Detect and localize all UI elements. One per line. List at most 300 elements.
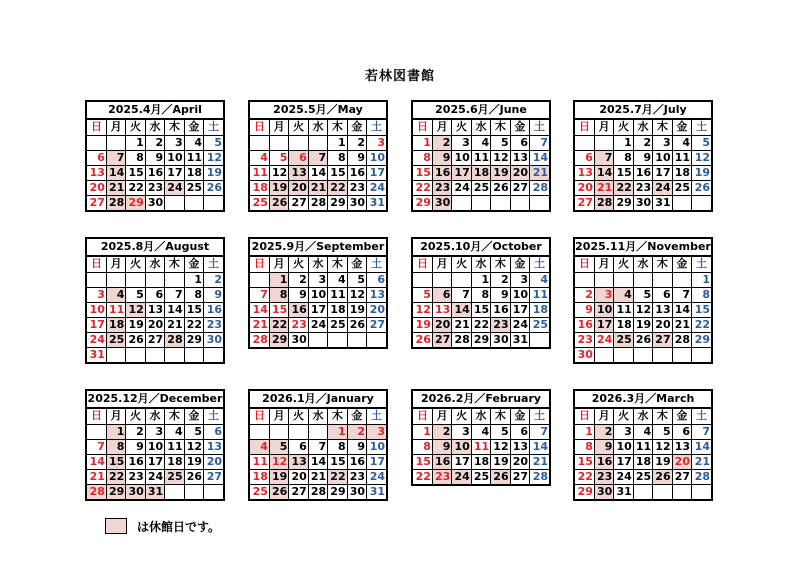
empty-cell <box>672 195 691 210</box>
day-cell: 22 <box>126 180 145 195</box>
day-cell: 6 <box>653 287 672 302</box>
day-cell: 8 <box>328 439 347 454</box>
day-cell: 28 <box>594 195 613 210</box>
empty-cell <box>530 332 549 347</box>
day-cell: 4 <box>250 150 269 165</box>
day-cell: 28 <box>530 469 549 484</box>
day-cell: 4 <box>328 272 347 287</box>
day-cell: 19 <box>126 317 145 332</box>
weekday-header: 火 <box>614 257 633 272</box>
day-cell: 20 <box>145 317 164 332</box>
day-cell: 23 <box>432 180 451 195</box>
month-title: 2025.5月／May <box>250 102 386 120</box>
day-cell: 7 <box>672 287 691 302</box>
day-cell: 1 <box>126 135 145 150</box>
day-cell: 14 <box>308 165 327 180</box>
day-cell: 22 <box>575 469 594 484</box>
day-cell: 10 <box>367 439 386 454</box>
day-cell: 20 <box>510 165 529 180</box>
day-cell: 2 <box>289 272 308 287</box>
month-calendar <box>85 237 225 364</box>
month-table <box>575 120 711 210</box>
day-cell: 21 <box>165 317 184 332</box>
day-cell: 9 <box>347 150 366 165</box>
day-cell: 6 <box>87 150 106 165</box>
day-cell: 9 <box>432 439 451 454</box>
weekday-header: 金 <box>672 120 691 135</box>
weekday-header: 火 <box>289 409 308 424</box>
day-cell: 6 <box>204 424 223 439</box>
day-cell: 21 <box>250 317 269 332</box>
day-cell: 18 <box>250 180 269 195</box>
weekday-header: 木 <box>491 257 510 272</box>
day-cell: 26 <box>413 332 432 347</box>
empty-cell <box>126 347 145 362</box>
day-cell: 3 <box>452 135 471 150</box>
day-cell: 8 <box>106 439 125 454</box>
day-cell: 19 <box>491 454 510 469</box>
day-cell: 15 <box>575 454 594 469</box>
day-cell: 16 <box>432 454 451 469</box>
day-cell: 29 <box>692 332 711 347</box>
day-cell: 5 <box>269 150 288 165</box>
empty-cell <box>308 424 327 439</box>
weekday-header: 火 <box>126 409 145 424</box>
weekday-header: 金 <box>347 409 366 424</box>
empty-cell <box>289 135 308 150</box>
day-cell: 21 <box>692 454 711 469</box>
day-cell: 5 <box>347 272 366 287</box>
day-cell: 12 <box>491 439 510 454</box>
day-cell: 1 <box>106 424 125 439</box>
month-title: 2025.7月／July <box>575 102 711 120</box>
day-cell: 17 <box>367 165 386 180</box>
empty-cell <box>87 424 106 439</box>
weekday-header: 日 <box>87 120 106 135</box>
day-cell: 19 <box>184 454 203 469</box>
day-cell: 25 <box>250 195 269 210</box>
day-cell: 24 <box>367 469 386 484</box>
day-cell: 9 <box>289 287 308 302</box>
empty-cell <box>204 195 223 210</box>
day-cell: 29 <box>614 195 633 210</box>
day-cell: 27 <box>653 332 672 347</box>
day-cell: 6 <box>367 272 386 287</box>
day-cell: 18 <box>328 302 347 317</box>
weekday-header: 木 <box>491 120 510 135</box>
day-cell: 2 <box>432 424 451 439</box>
day-cell: 25 <box>106 332 125 347</box>
day-cell: 16 <box>633 165 652 180</box>
day-cell: 24 <box>87 332 106 347</box>
day-cell: 24 <box>452 180 471 195</box>
day-cell: 24 <box>367 180 386 195</box>
weekday-header: 土 <box>530 409 549 424</box>
day-cell: 12 <box>491 150 510 165</box>
day-cell: 23 <box>126 469 145 484</box>
day-cell: 7 <box>106 150 125 165</box>
weekday-header: 土 <box>204 120 223 135</box>
month-title: 2025.10月／October <box>413 239 549 257</box>
day-cell: 1 <box>575 424 594 439</box>
day-cell: 14 <box>530 150 549 165</box>
day-cell: 26 <box>269 195 288 210</box>
empty-cell <box>250 424 269 439</box>
weekday-header: 土 <box>204 409 223 424</box>
month-title: 2025.9月／September <box>250 239 386 257</box>
month-table <box>250 257 386 347</box>
month-title: 2025.6月／June <box>413 102 549 120</box>
day-cell: 21 <box>452 317 471 332</box>
empty-cell <box>672 484 691 499</box>
day-cell: 20 <box>289 469 308 484</box>
day-cell: 19 <box>204 165 223 180</box>
day-cell: 11 <box>471 150 490 165</box>
day-cell: 22 <box>184 317 203 332</box>
empty-cell <box>692 484 711 499</box>
day-cell: 24 <box>614 469 633 484</box>
empty-cell <box>672 272 691 287</box>
day-cell: 5 <box>204 135 223 150</box>
day-cell: 21 <box>530 454 549 469</box>
day-cell: 8 <box>126 150 145 165</box>
day-cell: 1 <box>471 272 490 287</box>
day-cell: 21 <box>594 180 613 195</box>
day-cell: 9 <box>204 287 223 302</box>
day-cell: 17 <box>308 302 327 317</box>
day-cell: 19 <box>269 469 288 484</box>
day-cell: 24 <box>594 332 613 347</box>
empty-cell <box>328 332 347 347</box>
weekday-header: 木 <box>165 257 184 272</box>
month-table <box>575 409 711 499</box>
day-cell: 9 <box>145 150 164 165</box>
empty-cell <box>575 135 594 150</box>
day-cell: 14 <box>106 165 125 180</box>
weekday-header: 火 <box>614 409 633 424</box>
day-cell: 7 <box>165 287 184 302</box>
weekday-header: 木 <box>165 120 184 135</box>
day-cell: 6 <box>289 439 308 454</box>
day-cell: 30 <box>633 195 652 210</box>
month-title: 2025.4月／April <box>87 102 223 120</box>
day-cell: 5 <box>491 135 510 150</box>
empty-cell <box>471 195 490 210</box>
day-cell: 14 <box>452 302 471 317</box>
weekday-header: 金 <box>184 120 203 135</box>
day-cell: 8 <box>413 150 432 165</box>
empty-cell <box>106 347 125 362</box>
day-cell: 15 <box>328 454 347 469</box>
weekday-header: 日 <box>250 257 269 272</box>
day-cell: 22 <box>106 469 125 484</box>
day-cell: 11 <box>633 439 652 454</box>
day-cell: 29 <box>184 332 203 347</box>
day-cell: 20 <box>87 180 106 195</box>
weekday-header: 金 <box>510 120 529 135</box>
day-cell: 2 <box>347 424 366 439</box>
day-cell: 27 <box>510 469 529 484</box>
empty-cell <box>594 135 613 150</box>
weekday-header: 木 <box>653 120 672 135</box>
day-cell: 15 <box>471 302 490 317</box>
day-cell: 10 <box>308 287 327 302</box>
day-cell: 18 <box>471 454 490 469</box>
day-cell: 27 <box>672 469 691 484</box>
month-calendar <box>85 389 225 501</box>
day-cell: 9 <box>347 439 366 454</box>
empty-cell <box>653 347 672 362</box>
day-cell: 1 <box>328 135 347 150</box>
empty-cell <box>184 347 203 362</box>
month-title: 2025.8月／August <box>87 239 223 257</box>
weekday-header: 土 <box>530 120 549 135</box>
day-cell: 1 <box>269 272 288 287</box>
day-cell: 8 <box>328 150 347 165</box>
day-cell: 30 <box>289 332 308 347</box>
day-cell: 12 <box>413 302 432 317</box>
day-cell: 25 <box>250 484 269 499</box>
weekday-header: 木 <box>653 257 672 272</box>
day-cell: 23 <box>204 317 223 332</box>
weekday-header: 水 <box>633 409 652 424</box>
day-cell: 15 <box>269 302 288 317</box>
day-cell: 7 <box>87 439 106 454</box>
day-cell: 8 <box>184 287 203 302</box>
day-cell: 17 <box>145 454 164 469</box>
day-cell: 18 <box>165 454 184 469</box>
day-cell: 15 <box>106 454 125 469</box>
day-cell: 3 <box>87 287 106 302</box>
weekday-header: 金 <box>184 409 203 424</box>
day-cell: 16 <box>347 165 366 180</box>
empty-cell <box>575 272 594 287</box>
day-cell: 16 <box>126 454 145 469</box>
day-cell: 30 <box>491 332 510 347</box>
empty-cell <box>347 332 366 347</box>
month-title: 2025.12月／December <box>87 391 223 409</box>
day-cell: 1 <box>413 135 432 150</box>
month-calendar <box>85 100 225 212</box>
day-cell: 13 <box>672 439 691 454</box>
day-cell: 26 <box>633 332 652 347</box>
day-cell: 19 <box>491 165 510 180</box>
day-cell: 11 <box>530 287 549 302</box>
day-cell: 28 <box>87 484 106 499</box>
day-cell: 30 <box>126 484 145 499</box>
empty-cell <box>308 135 327 150</box>
day-cell: 1 <box>614 135 633 150</box>
weekday-header: 日 <box>575 120 594 135</box>
day-cell: 9 <box>432 150 451 165</box>
day-cell: 11 <box>471 439 490 454</box>
day-cell: 17 <box>452 165 471 180</box>
empty-cell <box>308 332 327 347</box>
day-cell: 22 <box>692 317 711 332</box>
day-cell: 19 <box>347 302 366 317</box>
empty-cell <box>491 195 510 210</box>
day-cell: 4 <box>633 424 652 439</box>
day-cell: 26 <box>491 180 510 195</box>
day-cell: 2 <box>145 135 164 150</box>
day-cell: 23 <box>432 469 451 484</box>
weekday-header: 月 <box>432 409 451 424</box>
weekday-header: 土 <box>692 120 711 135</box>
day-cell: 26 <box>184 469 203 484</box>
day-cell: 20 <box>204 454 223 469</box>
weekday-header: 木 <box>491 409 510 424</box>
day-cell: 11 <box>165 439 184 454</box>
day-cell: 13 <box>87 165 106 180</box>
day-cell: 5 <box>491 424 510 439</box>
day-cell: 19 <box>413 317 432 332</box>
day-cell: 31 <box>367 484 386 499</box>
day-cell: 30 <box>347 484 366 499</box>
weekday-header: 金 <box>510 257 529 272</box>
day-cell: 2 <box>432 135 451 150</box>
day-cell: 9 <box>594 439 613 454</box>
weekday-header: 日 <box>87 257 106 272</box>
weekday-header: 水 <box>633 257 652 272</box>
day-cell: 7 <box>308 150 327 165</box>
weekday-header: 水 <box>308 257 327 272</box>
day-cell: 17 <box>87 317 106 332</box>
weekday-header: 金 <box>347 120 366 135</box>
day-cell: 31 <box>145 484 164 499</box>
empty-cell <box>289 424 308 439</box>
empty-cell <box>87 272 106 287</box>
day-cell: 14 <box>308 454 327 469</box>
weekday-header: 金 <box>672 257 691 272</box>
day-cell: 14 <box>165 302 184 317</box>
empty-cell <box>452 195 471 210</box>
day-cell: 8 <box>269 287 288 302</box>
month-table <box>575 257 711 362</box>
day-cell: 16 <box>491 302 510 317</box>
day-cell: 20 <box>510 454 529 469</box>
day-cell: 30 <box>432 195 451 210</box>
legend <box>105 517 220 535</box>
day-cell: 14 <box>87 454 106 469</box>
day-cell: 29 <box>328 484 347 499</box>
empty-cell <box>594 347 613 362</box>
weekday-header: 日 <box>250 409 269 424</box>
day-cell: 28 <box>692 469 711 484</box>
day-cell: 2 <box>594 424 613 439</box>
day-cell: 3 <box>510 272 529 287</box>
day-cell: 30 <box>575 347 594 362</box>
day-cell: 21 <box>308 469 327 484</box>
weekday-header: 金 <box>347 257 366 272</box>
month-calendar <box>411 100 551 212</box>
day-cell: 25 <box>471 469 490 484</box>
day-cell: 12 <box>692 150 711 165</box>
empty-cell <box>633 484 652 499</box>
empty-cell <box>250 135 269 150</box>
month-title: 2026.1月／January <box>250 391 386 409</box>
weekday-header: 月 <box>594 409 613 424</box>
day-cell: 12 <box>204 150 223 165</box>
day-cell: 5 <box>126 287 145 302</box>
empty-cell <box>633 347 652 362</box>
day-cell: 15 <box>328 165 347 180</box>
day-cell: 16 <box>594 454 613 469</box>
closed-day-swatch <box>105 518 127 534</box>
day-cell: 7 <box>308 439 327 454</box>
day-cell: 5 <box>184 424 203 439</box>
empty-cell <box>165 195 184 210</box>
day-cell: 17 <box>594 317 613 332</box>
day-cell: 4 <box>614 287 633 302</box>
day-cell: 13 <box>145 302 164 317</box>
day-cell: 12 <box>633 302 652 317</box>
day-cell: 25 <box>614 332 633 347</box>
weekday-header: 火 <box>452 120 471 135</box>
weekday-header: 水 <box>471 120 490 135</box>
day-cell: 3 <box>653 135 672 150</box>
weekday-header: 水 <box>145 120 164 135</box>
day-cell: 17 <box>510 302 529 317</box>
weekday-header: 火 <box>452 257 471 272</box>
month-calendar <box>248 100 388 212</box>
day-cell: 9 <box>126 439 145 454</box>
day-cell: 14 <box>692 439 711 454</box>
month-calendar <box>248 237 388 349</box>
day-cell: 17 <box>452 454 471 469</box>
day-cell: 18 <box>672 165 691 180</box>
day-cell: 17 <box>165 165 184 180</box>
day-cell: 5 <box>633 287 652 302</box>
day-cell: 28 <box>106 195 125 210</box>
empty-cell <box>184 195 203 210</box>
month-calendar <box>411 389 551 486</box>
day-cell: 5 <box>269 439 288 454</box>
day-cell: 5 <box>653 424 672 439</box>
empty-cell <box>145 347 164 362</box>
weekday-header: 金 <box>184 257 203 272</box>
day-cell: 28 <box>165 332 184 347</box>
day-cell: 12 <box>269 454 288 469</box>
day-cell: 1 <box>328 424 347 439</box>
day-cell: 26 <box>126 332 145 347</box>
day-cell: 8 <box>413 439 432 454</box>
day-cell: 23 <box>347 180 366 195</box>
empty-cell <box>672 347 691 362</box>
weekday-header: 火 <box>452 409 471 424</box>
weekday-header: 木 <box>328 409 347 424</box>
day-cell: 28 <box>530 180 549 195</box>
day-cell: 8 <box>692 287 711 302</box>
day-cell: 21 <box>530 165 549 180</box>
day-cell: 3 <box>367 135 386 150</box>
day-cell: 16 <box>289 302 308 317</box>
day-cell: 26 <box>269 484 288 499</box>
day-cell: 7 <box>530 424 549 439</box>
weekday-header: 月 <box>269 409 288 424</box>
day-cell: 31 <box>87 347 106 362</box>
day-cell: 9 <box>633 150 652 165</box>
weekday-header: 日 <box>575 409 594 424</box>
day-cell: 10 <box>367 150 386 165</box>
day-cell: 1 <box>413 424 432 439</box>
day-cell: 7 <box>250 287 269 302</box>
day-cell: 28 <box>672 332 691 347</box>
day-cell: 18 <box>633 454 652 469</box>
day-cell: 12 <box>184 439 203 454</box>
month-title: 2026.3月／March <box>575 391 711 409</box>
day-cell: 29 <box>413 195 432 210</box>
weekday-header: 日 <box>87 409 106 424</box>
